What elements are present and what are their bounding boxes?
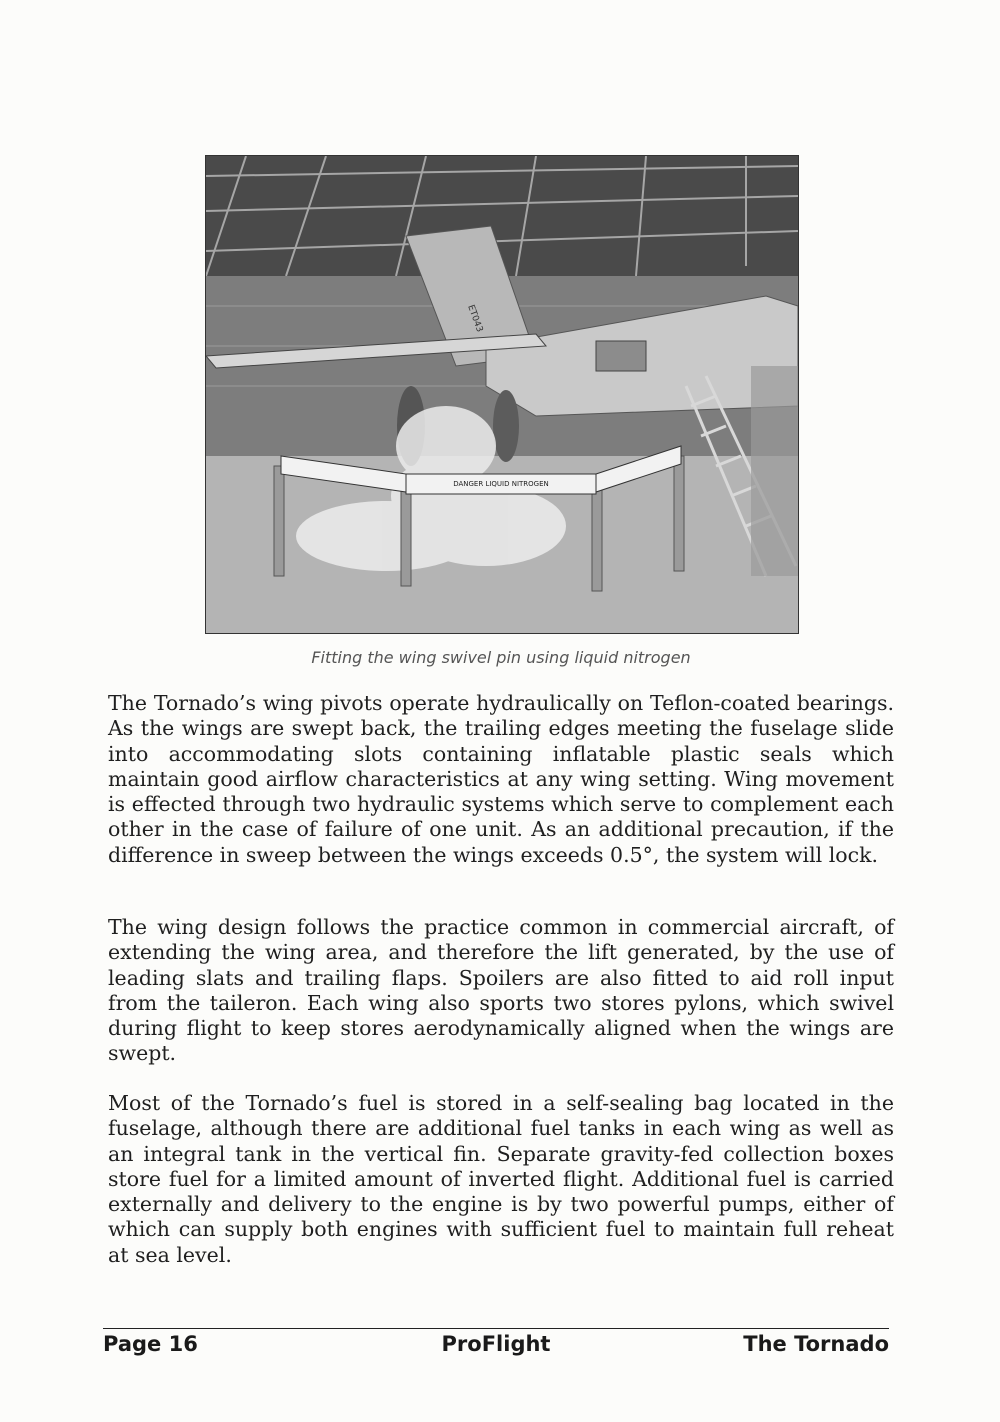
section-title: The Tornado	[743, 1332, 889, 1356]
footer-rule	[103, 1328, 889, 1329]
page-footer	[103, 1332, 889, 1362]
tail-code: ET043	[465, 303, 485, 334]
page-number: Page 16	[103, 1332, 198, 1356]
paragraph-1: The Tornado’s wing pivots operate hydraulically on Teflon-coated bearings. As the wings are swept back, the trailing edges meeting the fuselage slide into accommodating slots containing inflatable plastic seals which maintain good airflow characteristics at any wing setting. Wing movement is effected through two hydraulic systems which serve to complement each other in the case of failure of one unit. As an additional precaution, if the difference in sweep between the wings exceeds 0.5°, the system will lock.	[108, 691, 894, 867]
paragraph-3: Most of the Tornado’s fuel is stored in a self-sealing bag located in the fuselage, although there are additional fuel tanks in each wing as well as an integral tank in the vertical fin. Separate gravity-fed collection boxes store fuel for a limited amount of inverted flight. Additional fuel is carried externally and delivery to the engine is by two powerful pumps, either of which can supply both engines with sufficient fuel to maintain full reheat at sea level.	[108, 1091, 894, 1267]
danger-sign-text: DANGER LIQUID NITROGEN	[453, 480, 549, 488]
hangar-photo	[205, 155, 799, 634]
book-title: ProFlight	[441, 1332, 551, 1356]
paragraph-2: The wing design follows the practice common in commercial aircraft, of extending the wing area, and therefore the lift generated, by the use of leading slats and trailing flaps. Spoilers are also fitted to aid roll input from the taileron. Each wing also sports two stores pylons, which swivel during flight to keep stores aerodynamically aligned when the wings are swept.	[108, 915, 894, 1066]
figure-caption: Fitting the wing swivel pin using liquid nitrogen	[311, 648, 691, 667]
